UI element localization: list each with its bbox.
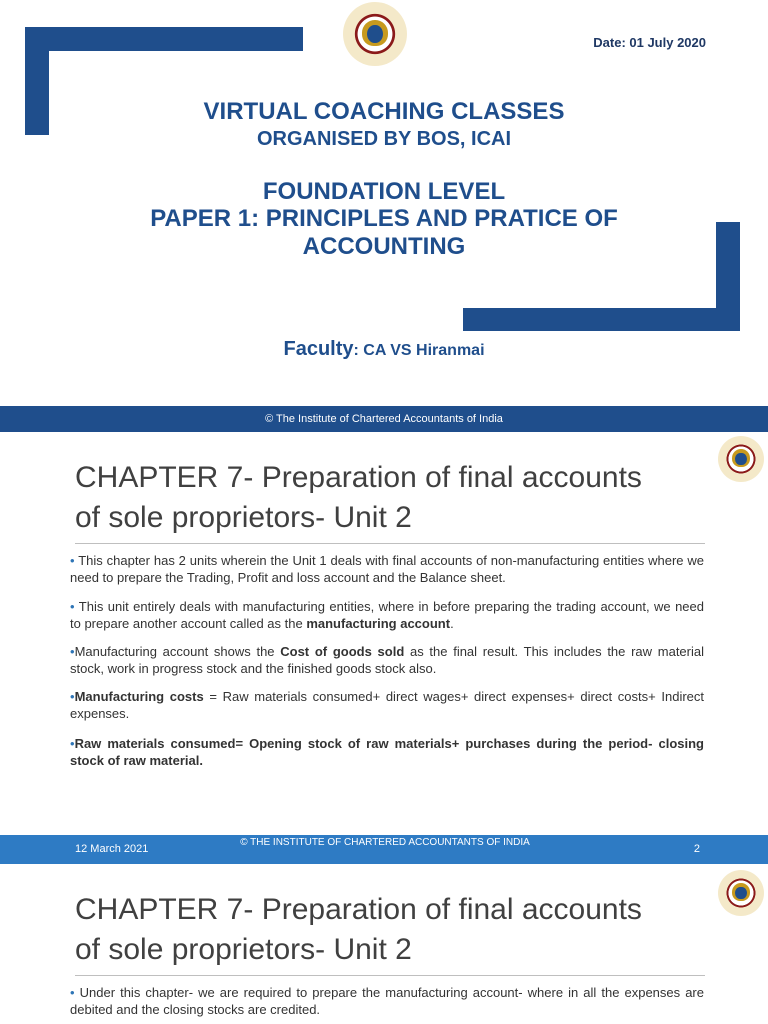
faculty-label: Faculty bbox=[283, 338, 354, 360]
slide1-footer: © The Institute of Chartered Accountants of India bbox=[0, 406, 768, 432]
slide-title bbox=[75, 458, 715, 538]
slide2-footer bbox=[0, 835, 768, 864]
bullet-1 bbox=[70, 984, 704, 1018]
title-line-1: VIRTUAL COACHING CLASSES bbox=[203, 98, 565, 125]
presentation-date: Date: 01 July 2020 bbox=[593, 35, 706, 50]
bullet-dot: • bbox=[70, 736, 75, 751]
bullet-2 bbox=[70, 598, 704, 632]
bullet-2-text: This unit entirely deals with manufacturing entities, where in before preparing the trading account, we need to prepare another account called as the bbox=[70, 599, 704, 631]
slide-title-line-2: of sole proprietors- Unit 2 bbox=[75, 933, 412, 966]
icai-logo-icon bbox=[343, 2, 407, 66]
bullet-dot: • bbox=[70, 689, 75, 704]
bullet-4-bold: Manufacturing costs bbox=[74, 689, 204, 704]
slide-title bbox=[75, 890, 715, 970]
icai-logo-icon bbox=[718, 436, 764, 482]
content-slide-3 bbox=[0, 866, 768, 1024]
bullet-dot: • bbox=[70, 553, 75, 568]
title-divider bbox=[75, 543, 705, 544]
bottom-right-frame-horizontal bbox=[463, 308, 740, 331]
bullet-3 bbox=[70, 643, 704, 677]
bullet-dot: • bbox=[70, 599, 75, 614]
title-line-5: ACCOUNTING bbox=[302, 233, 466, 260]
slide-title-line-2: of sole proprietors- Unit 2 bbox=[75, 501, 412, 534]
bullet-dot: • bbox=[70, 985, 75, 1000]
title-divider bbox=[75, 975, 705, 976]
footer-date: 12 March 2021 bbox=[75, 843, 149, 855]
bullet-5 bbox=[70, 735, 704, 769]
slide-title-line-1: CHAPTER 7- Preparation of final accounts bbox=[75, 461, 642, 494]
slide-title-line-1: CHAPTER 7- Preparation of final accounts bbox=[75, 893, 642, 926]
content-slide-2 bbox=[0, 432, 768, 866]
bullet-4-text: = Raw materials consumed+ direct wages+ direct expenses+ direct costs+ Indirect expenses. bbox=[70, 689, 704, 721]
bullet-2-end: . bbox=[450, 616, 454, 631]
bullet-3-bold: Cost of goods sold bbox=[280, 644, 405, 659]
faculty-name: : CA VS Hiranmai bbox=[353, 342, 485, 359]
bullet-1-text: Under this chapter- we are required to prepare the manufacturing account- where in all the expenses are debited and the closing stocks are credited. bbox=[70, 985, 704, 1017]
bullet-3-text: Manufacturing account shows the bbox=[74, 644, 281, 659]
bullet-2-bold: manufacturing account bbox=[306, 616, 451, 631]
bullet-dot: • bbox=[70, 644, 75, 659]
bullet-5-bold: Raw materials consumed= Opening stock of raw materials+ purchases during the period- closing stock of raw material. bbox=[70, 736, 704, 768]
footer-copyright: © THE INSTITUTE OF CHARTERED ACCOUNTANTS OF INDIA bbox=[240, 837, 530, 848]
bullet-1-text: This chapter has 2 units wherein the Unit 1 deals with final accounts of non-manufacturing entities where we need to prepare the Trading, Profit and loss account and the Balance sheet. bbox=[70, 553, 704, 585]
bullet-4 bbox=[70, 688, 704, 722]
title-line-3: FOUNDATION LEVEL bbox=[262, 178, 506, 205]
title-line-2: ORGANISED BY BOS, ICAI bbox=[256, 128, 512, 150]
bullet-3-end: as the final result. This includes the raw material stock, work in progress stock and the finished goods stock also. bbox=[70, 644, 704, 676]
bullet-1 bbox=[70, 552, 704, 586]
title-line-4: PAPER 1: PRINCIPLES AND PRATICE OF bbox=[150, 205, 618, 232]
page-number: 2 bbox=[693, 843, 700, 855]
title-slide bbox=[0, 0, 768, 432]
icai-logo-icon bbox=[718, 870, 764, 916]
faculty-line bbox=[0, 338, 768, 361]
top-left-frame-horizontal bbox=[25, 27, 303, 51]
